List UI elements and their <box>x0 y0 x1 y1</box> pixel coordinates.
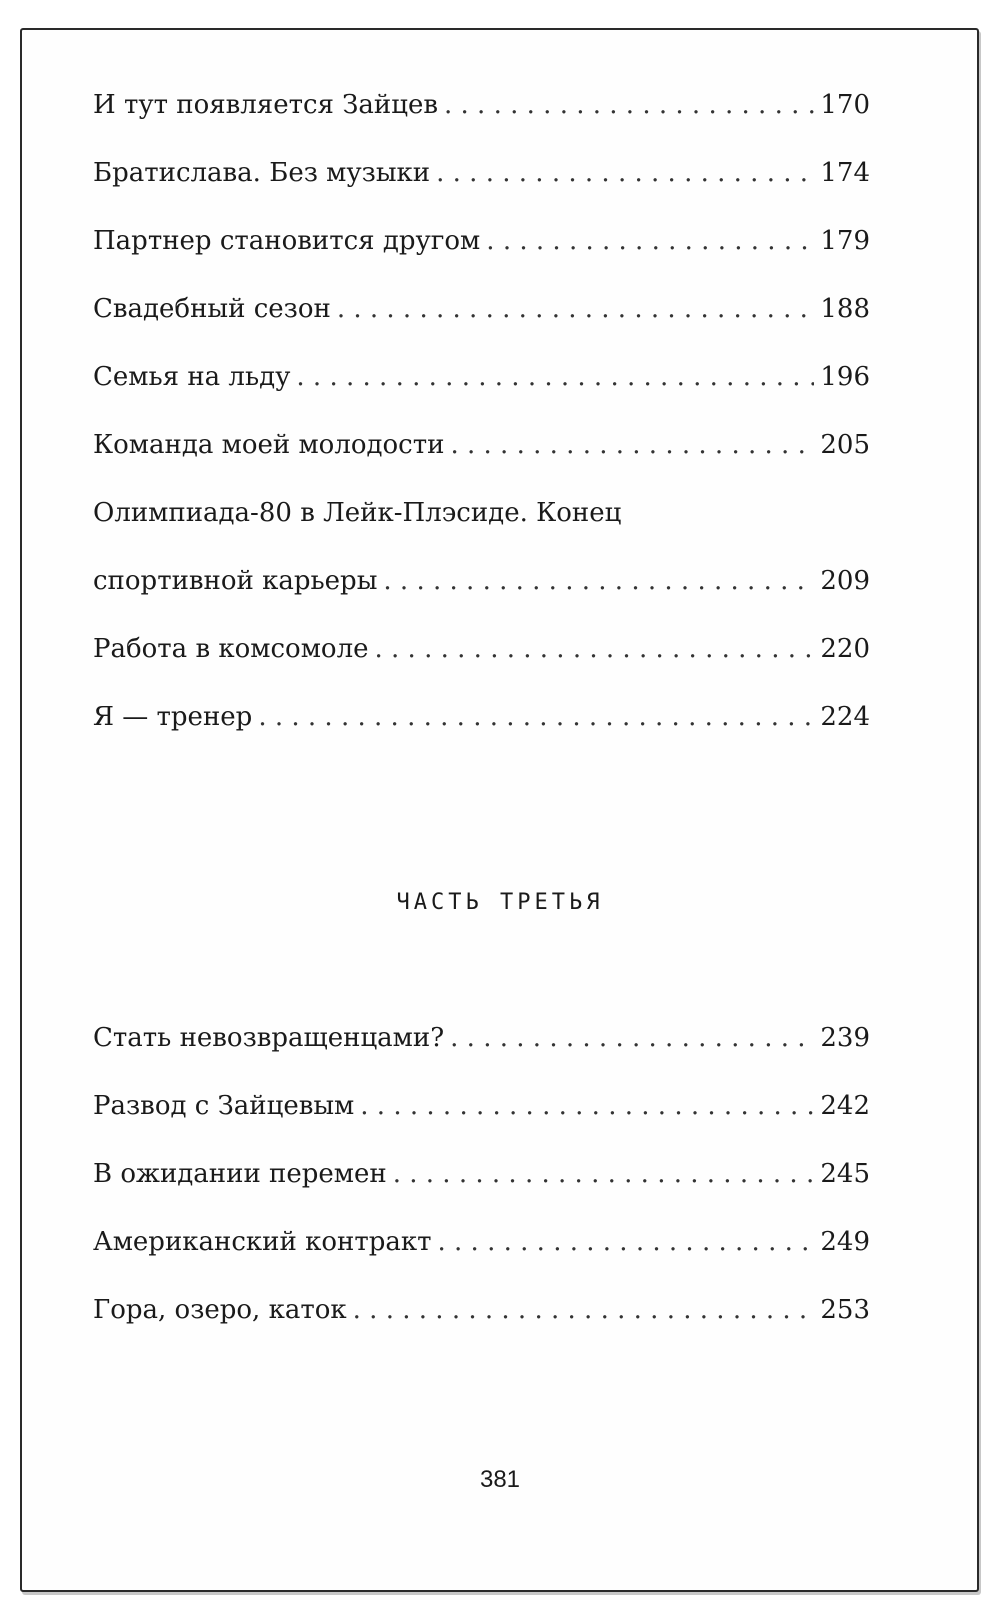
toc-entry <box>93 430 870 498</box>
dot-leader <box>393 1159 815 1189</box>
toc-entry <box>93 362 870 430</box>
toc-entry-page: 239 <box>820 1023 870 1053</box>
toc-entry <box>93 90 870 158</box>
toc-entry <box>93 294 870 362</box>
toc-entry-title: В ожидании перемен <box>93 1159 387 1189</box>
toc-entry <box>93 566 870 634</box>
toc-entry <box>93 226 870 294</box>
toc-entry <box>93 1023 870 1091</box>
toc-entry-title-line1: Олимпиада-80 в Лейк-Плэсиде. Конец <box>93 498 622 528</box>
toc-entry-first-line <box>93 498 870 566</box>
toc-entry-page: 220 <box>820 634 870 664</box>
toc-entry <box>93 1091 870 1159</box>
section-heading: ЧАСТЬ ТРЕТЬЯ <box>396 890 604 915</box>
dot-leader <box>258 702 814 732</box>
toc-entry-title: Гора, озеро, каток <box>93 1295 347 1325</box>
toc-entry-page: 179 <box>820 226 870 256</box>
table-of-contents-part-three <box>93 1023 870 1363</box>
toc-entry-title: спортивной карьеры <box>93 566 378 596</box>
dot-leader <box>374 634 814 664</box>
toc-entry-title: Свадебный сезон <box>93 294 331 324</box>
toc-entry-page: 224 <box>820 702 870 732</box>
toc-entry <box>93 702 870 770</box>
toc-entry <box>93 634 870 702</box>
dot-leader <box>337 294 815 324</box>
toc-entry-page: 174 <box>820 158 870 188</box>
dot-leader <box>383 566 814 596</box>
toc-entry <box>93 1159 870 1227</box>
dot-leader <box>296 362 814 392</box>
toc-entry-title: Работа в комсомоле <box>93 634 369 664</box>
toc-entry-page: 253 <box>820 1295 870 1325</box>
toc-entry-title: Я — тренер <box>93 702 253 732</box>
toc-entry <box>93 158 870 226</box>
toc-entry-title: Партнер становится другом <box>93 226 481 256</box>
toc-entry-page: 209 <box>820 566 870 596</box>
toc-entry-page: 170 <box>820 90 870 120</box>
toc-entry-title: И тут появляется Зайцев <box>93 90 438 120</box>
toc-entry-title: Команда моей молодости <box>93 430 445 460</box>
toc-entry <box>93 1227 870 1295</box>
dot-leader <box>437 1227 814 1257</box>
toc-entry-page: 188 <box>820 294 870 324</box>
dot-leader <box>353 1295 815 1325</box>
page-number: 381 <box>479 1466 521 1493</box>
toc-entry-title: Семья на льду <box>93 362 291 392</box>
toc-entry-page: 249 <box>820 1227 870 1257</box>
dot-leader <box>360 1091 814 1121</box>
dot-leader <box>450 1023 814 1053</box>
toc-entry <box>93 1295 870 1363</box>
toc-entry-page: 242 <box>820 1091 870 1121</box>
toc-entry-title: Братислава. Без музыки <box>93 158 431 188</box>
toc-entry-title: Развод с Зайцевым <box>93 1091 355 1121</box>
dot-leader <box>436 158 814 188</box>
toc-entry-title: Стать невозвращенцами? <box>93 1023 445 1053</box>
toc-entry-page: 205 <box>820 430 870 460</box>
toc-entry-page: 245 <box>820 1159 870 1189</box>
table-of-contents-part-two <box>93 90 870 770</box>
toc-entry-title: Американский контракт <box>93 1227 432 1257</box>
dot-leader <box>450 430 814 460</box>
toc-entry-page: 196 <box>820 362 870 392</box>
dot-leader <box>444 90 814 120</box>
dot-leader <box>486 226 814 256</box>
